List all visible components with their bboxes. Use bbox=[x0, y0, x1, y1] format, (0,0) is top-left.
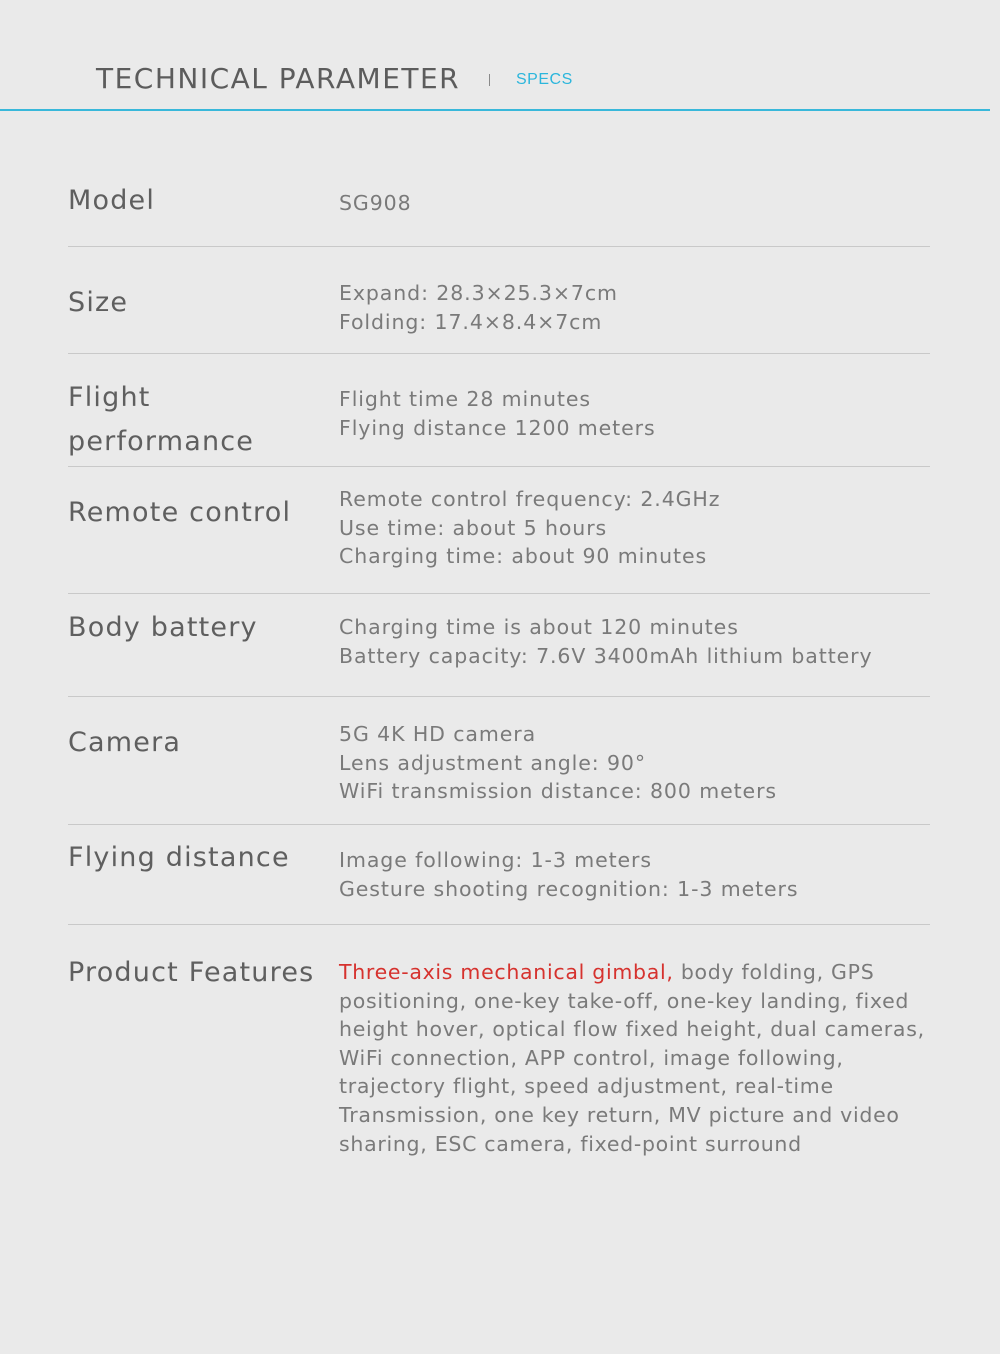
title-separator bbox=[489, 74, 490, 86]
spec-value: Charging time is about 120 minutes bbox=[339, 615, 739, 639]
spec-value: Folding: 17.4×8.4×7cm bbox=[339, 309, 603, 334]
row-divider bbox=[68, 593, 930, 594]
page-title: TECHNICAL PARAMETER bbox=[96, 62, 461, 95]
features-text: body folding, GPS positioning, one-key take-off, one-key landing, fixed height hover, optical flow fixed height, dual cameras, WiFi connection, APP control, image following, trajectory flight, speed adjustment, real-time Transmission, one key return, MV picture and video sharing, ESC camera, fixed-point surround bbox=[339, 960, 925, 1156]
spec-value: Expand: 28.3×25.3×7cm bbox=[339, 281, 618, 305]
spec-label: Camera bbox=[68, 727, 182, 758]
features-description bbox=[339, 958, 939, 1158]
row-divider bbox=[68, 924, 930, 925]
spec-values bbox=[339, 485, 720, 571]
row-divider bbox=[68, 246, 930, 247]
spec-value: Image following: 1-3 meters bbox=[339, 848, 652, 872]
spec-value: Use time: about 5 hours bbox=[339, 515, 608, 540]
spec-value: 5G 4K HD camera bbox=[339, 722, 537, 746]
spec-label: Body battery bbox=[68, 612, 258, 643]
row-divider bbox=[68, 466, 930, 467]
spec-value: WiFi transmission distance: 800 meters bbox=[339, 779, 777, 804]
spec-values bbox=[339, 385, 656, 442]
page-subtitle: SPECS bbox=[516, 71, 573, 88]
spec-value: Flight time 28 minutes bbox=[339, 387, 591, 411]
spec-label: Flight performance bbox=[68, 382, 255, 457]
header bbox=[0, 0, 1000, 112]
row-divider bbox=[68, 824, 930, 825]
spec-value: Remote control frequency: 2.4GHz bbox=[339, 487, 721, 511]
spec-value: SG908 bbox=[339, 191, 412, 215]
spec-values bbox=[339, 720, 777, 806]
header-underline bbox=[0, 109, 990, 111]
spec-label: Product Features bbox=[68, 957, 315, 988]
spec-value: Charging time: about 90 minutes bbox=[339, 544, 708, 569]
spec-value: Battery capacity: 7.6V 3400mAh lithium battery bbox=[339, 643, 873, 668]
spec-value: Flying distance 1200 meters bbox=[339, 415, 656, 440]
spec-values bbox=[339, 279, 618, 336]
spec-value: Gesture shooting recognition: 1-3 meters bbox=[339, 876, 799, 901]
row-divider bbox=[68, 353, 930, 354]
features-highlight: Three-axis mechanical gimbal, bbox=[339, 960, 674, 984]
row-divider bbox=[68, 696, 930, 697]
spec-label: Size bbox=[68, 287, 129, 318]
spec-values bbox=[339, 613, 873, 670]
spec-values bbox=[339, 189, 412, 218]
spec-label: Flying distance bbox=[68, 842, 290, 873]
spec-label: Remote control bbox=[68, 497, 292, 528]
spec-value: Lens adjustment angle: 90° bbox=[339, 750, 647, 775]
spec-label: Model bbox=[68, 185, 156, 216]
spec-values bbox=[339, 846, 798, 903]
